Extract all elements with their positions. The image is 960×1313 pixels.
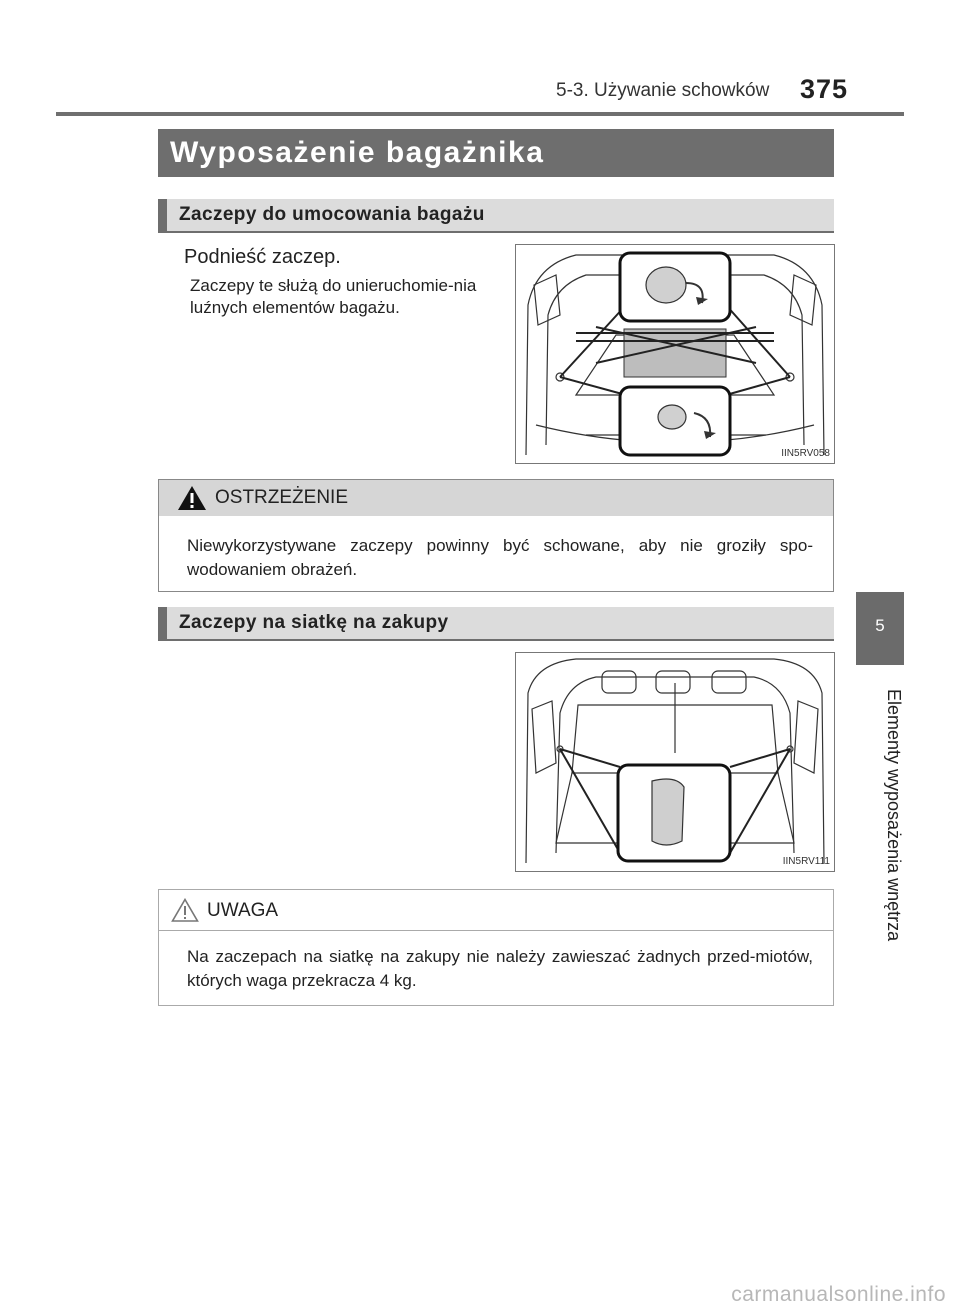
trunk-illustration: [516, 245, 834, 463]
section-breadcrumb: 5-3. Używanie schowków: [556, 80, 770, 101]
notice-text: Na zaczepach na siatkę na zakupy nie należy zawieszać żadnych przed-miotów, których waga przekracza 4 kg.: [187, 947, 813, 990]
page-title: Wyposażenie bagażnika: [170, 136, 545, 169]
step-note: Zaczepy te służą do unieruchomie-nia luźnych elementów bagażu.: [190, 276, 477, 317]
chapter-title: Elementy wyposażenia wnętrza: [884, 688, 904, 942]
trunk-seats-illustration: [516, 653, 834, 871]
page-title-bar: [158, 129, 834, 177]
figure-code: IIN5RV058: [781, 448, 830, 459]
notice-box: [158, 889, 834, 1006]
step-instruction: Podnieść zaczep.: [184, 246, 341, 268]
warning-triangle-icon: [177, 485, 207, 511]
figure-shopping-net-hooks: [515, 652, 835, 872]
figure-luggage-hooks: [515, 244, 835, 464]
section-heading-luggage-hooks: [158, 199, 834, 233]
figure-code: IIN5RV111: [782, 856, 830, 867]
warning-title: OSTRZEŻENIE: [215, 487, 349, 508]
section-heading-label: Zaczepy do umocowania bagażu: [179, 204, 485, 225]
header-divider: [56, 112, 904, 116]
notice-title: UWAGA: [207, 900, 279, 921]
watermark: carmanualsonline.info: [731, 1283, 946, 1306]
warning-box: [158, 479, 834, 592]
section-heading-label: Zaczepy na siatkę na zakupy: [179, 612, 449, 633]
chapter-number: 5: [875, 616, 885, 635]
notice-triangle-icon: [171, 898, 199, 922]
section-heading-shopping-net-hooks: [158, 607, 834, 641]
warning-text: Niewykorzystywane zaczepy powinny być schowane, aby nie groziły spo-wodowaniem obrażeń.: [187, 536, 813, 579]
page-number: 375: [800, 74, 849, 104]
